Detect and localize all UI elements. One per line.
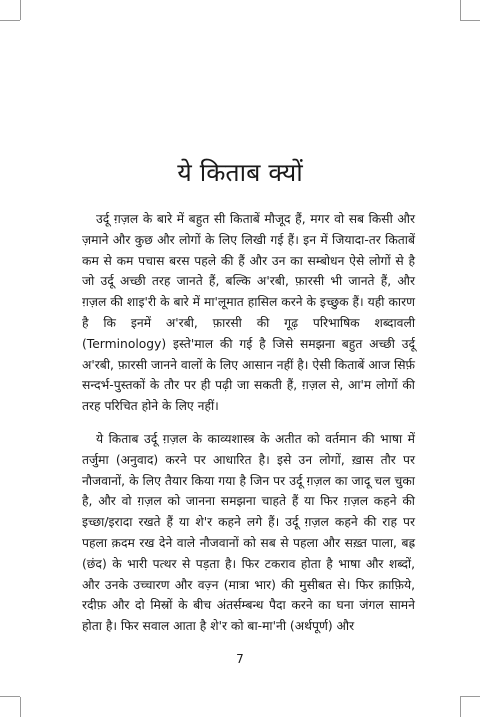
crop-mark-bottom-left <box>20 697 21 717</box>
crop-mark-top-right-h <box>460 20 480 21</box>
crop-mark-bottom-left-h <box>0 696 20 697</box>
crop-mark-top-left <box>20 0 21 20</box>
crop-mark-top-left-h <box>0 20 20 21</box>
crop-mark-top-right <box>460 0 461 20</box>
body-text <box>82 209 415 649</box>
page-number: 7 <box>236 652 244 666</box>
crop-mark-bottom-right <box>460 697 461 717</box>
chapter-title: ये किताब क्यों <box>177 158 303 187</box>
crop-mark-bottom-right-h <box>460 696 480 697</box>
paragraph-1: उर्दू ग़ज़ल के बारे में बहुत सी किताबें मौजूद हैं, मगर वो सब किसी और ज़माने और कुछ और लोगों के लिए लिखी गई हैं। इन में जियादा-तर किताबें कम से कम पचास बरस पहले की हैं और उन का सम्बोधन ऐसे लोगों से है जो उर्दू अच्छी तरह जानते हैं, बल्कि अ'रबी, फ़ारसी भी जानते हैं, और ग़ज़ल की शाइ'री के बारे में मा'लूमात हासिल करने के इच्छुक हैं। यही कारण है कि इनमें अ'रबी, फ़ारसी की गूढ़ परिभाषिक शब्दावली (Terminology) इस्ते'माल की गई है जिसे समझना बहुत अच्छी उर्दू अ'रबी, फ़ारसी जानने वालों के लिए आसान नहीं है। ऐसी किताबें आज सिर्फ़ सन्दर्भ-पुस्तकों के तौर पर ही पढ़ी जा सकती हैं, ग़ज़ल से, आ'म लोगों की तरह परिचित होने के लिए नहीं। <box>82 212 415 414</box>
paragraph-2: ये किताब उर्दू ग़ज़ल के काव्यशास्त्र के अतीत को वर्तमान की भाषा में तर्जुमा (अनुवाद) करने पर आधारित है। इसे उन लोगों, ख़ास तौर पर नौजवानों, के लिए तैयार किया गया है जिन पर उर्दू ग़ज़ल का जादू चल चुका है, और वो ग़ज़ल को जानना समझना चाहते हैं या फिर ग़ज़ल कहने की इच्छा/इरादा रखते हैं या शे'र कहने लगे हैं। उर्दू ग़ज़ल कहने की राह पर पहला क़दम रख देने वाले नौजवानों को सब से पहला और सख़्त पाला, बह्र (छंद) के भारी पत्थर से पड़ता है। फिर टकराव होता है भाषा और शब्दों, और उनके उच्चारण और वज़्न (मात्रा भार) की मुसीबत से। फिर क़ाफ़िये, रदीफ़ और दो मिस्रों के बीच अंतर्सम्बन्ध पैदा करने का घना जंगल सामने होता है। फिर सवाल आता है शे'र को बा-मा'नी (अर्थपूर्ण) और <box>82 431 415 634</box>
